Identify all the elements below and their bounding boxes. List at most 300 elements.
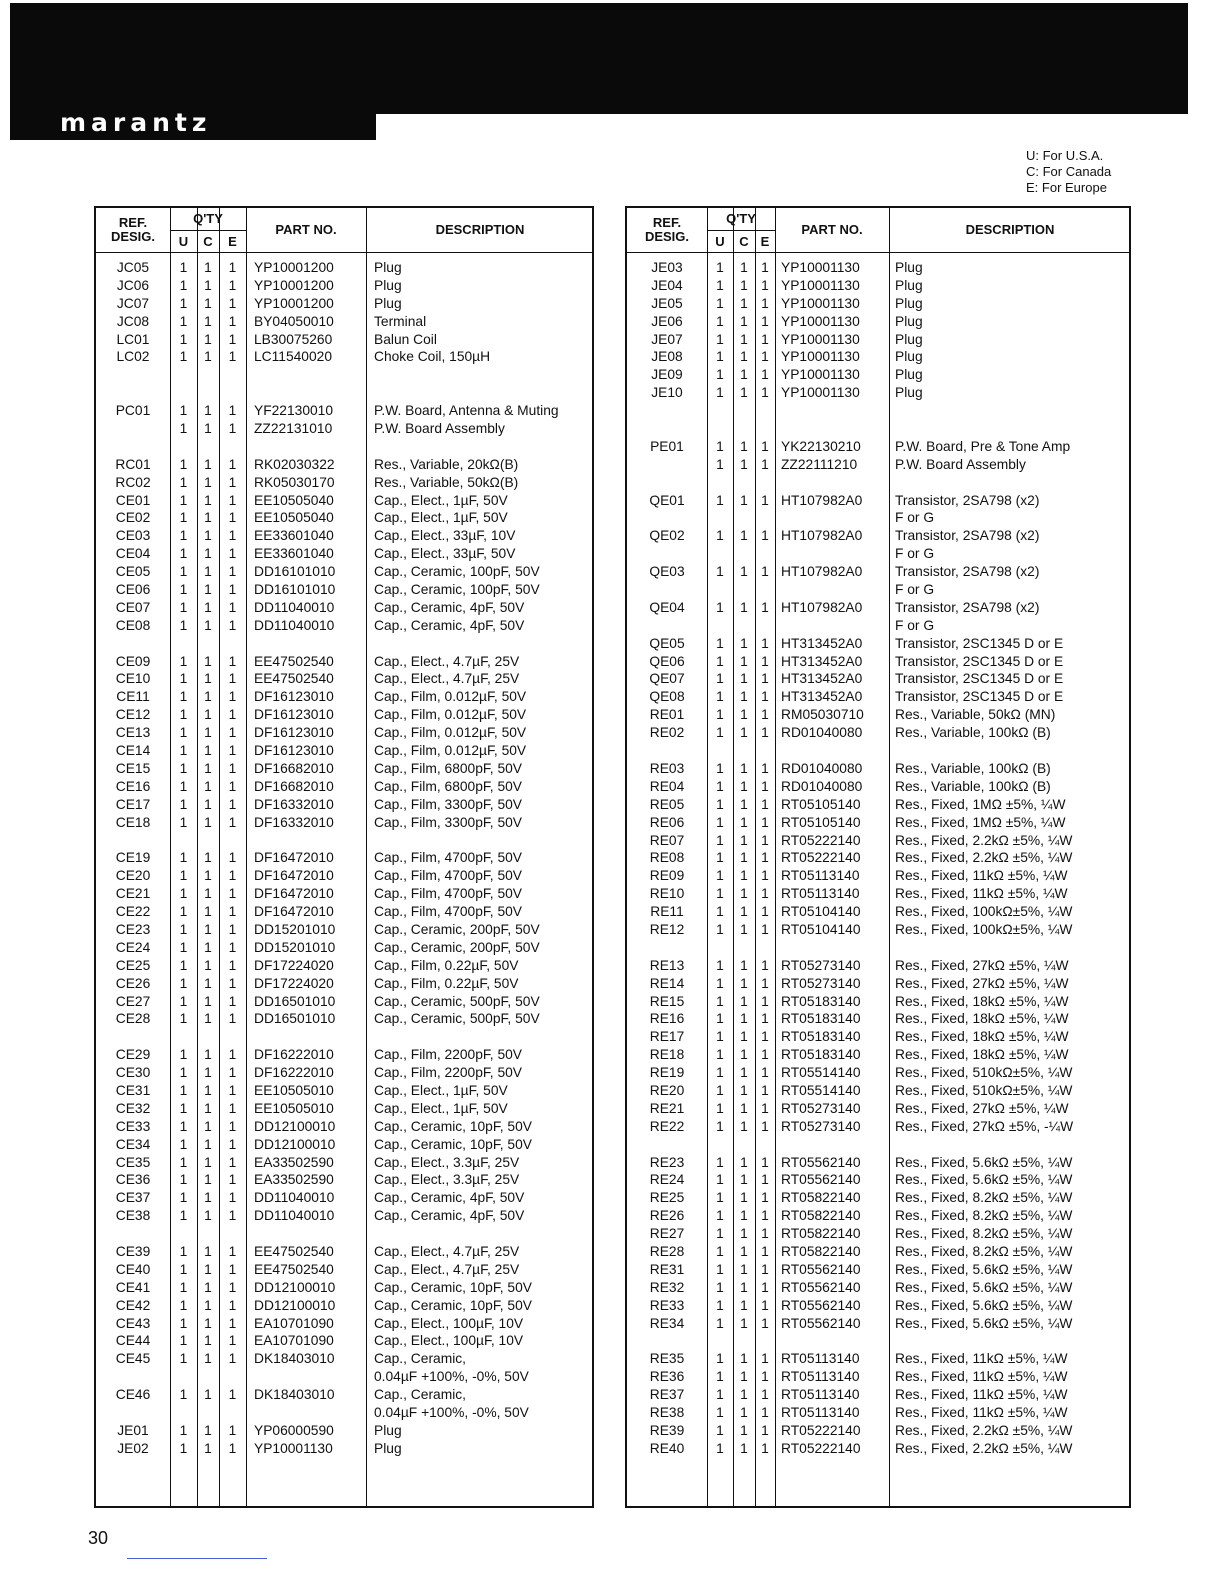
table-row <box>627 420 1129 438</box>
qty-e-cell: 1 <box>228 1100 237 1116</box>
qty-c-cell: 1 <box>740 1082 748 1098</box>
description-cell: Plug <box>895 277 923 293</box>
part-no-cell: YP10001130 <box>254 1440 333 1456</box>
qty-e-cell: 1 <box>228 528 237 544</box>
table-row <box>96 1279 592 1297</box>
ref-desig-cell: CE20 <box>115 868 151 884</box>
qty-c-cell: 1 <box>204 743 212 759</box>
ref-desig-cell: CE33 <box>115 1118 151 1134</box>
qty-u-cell: 1 <box>179 331 188 347</box>
qty-e-cell: 1 <box>228 277 237 293</box>
qty-u-cell: 1 <box>179 1440 188 1456</box>
part-no-cell: YP10001130 <box>781 295 860 311</box>
qty-u-cell: 1 <box>179 474 188 490</box>
qty-u-cell: 1 <box>179 456 188 472</box>
ref-desig-cell: LC02 <box>116 349 150 365</box>
part-no-cell: DF16472010 <box>254 868 334 884</box>
part-no-cell: EE10505040 <box>254 492 334 508</box>
ref-desig-cell: CE21 <box>115 886 151 902</box>
qty-u-cell: 1 <box>179 564 188 580</box>
qty-c-cell: 1 <box>204 1351 212 1367</box>
ref-desig-cell: CE44 <box>115 1333 151 1349</box>
table-row <box>96 438 592 456</box>
ref-desig-cell: RE39 <box>649 1422 685 1438</box>
part-no-cell: HT313452A0 <box>781 671 863 687</box>
ref-desig-cell: RE11 <box>650 904 684 920</box>
description-cell: Plug <box>374 260 402 275</box>
qty-u-cell: 1 <box>179 1118 188 1134</box>
qty-e-cell: 1 <box>228 796 237 812</box>
qty-u-cell: 1 <box>179 921 188 937</box>
part-no-cell: DD11040010 <box>254 617 335 633</box>
ref-desig-cell: CE45 <box>115 1351 151 1367</box>
qty-u-cell: 1 <box>716 868 724 884</box>
table-row <box>627 1297 1129 1315</box>
table-row <box>627 402 1129 420</box>
qty-e-cell: 1 <box>228 1243 237 1259</box>
ref-desig-cell: JE09 <box>651 367 683 383</box>
part-no-cell: RT05273140 <box>781 1100 861 1116</box>
qty-e-cell: 1 <box>228 850 237 866</box>
qty-u-cell: 1 <box>179 1333 188 1349</box>
qty-u-cell: 1 <box>716 1261 724 1277</box>
ref-desig-cell: CE03 <box>115 528 151 544</box>
qty-e-cell: 1 <box>761 367 769 383</box>
ref-desig-cell: CE18 <box>115 814 151 830</box>
qty-e-cell: 1 <box>761 1440 769 1456</box>
qty-c-cell: 1 <box>204 1243 212 1259</box>
ref-desig-cell: RE27 <box>649 1226 685 1242</box>
table-row <box>627 1225 1129 1243</box>
qty-e-cell: 1 <box>761 313 769 329</box>
description-cell: Cap., Film, 0.012µF, 50V <box>374 743 527 759</box>
description-cell: Plug <box>895 313 923 329</box>
ref-desig-cell: RE21 <box>649 1100 685 1116</box>
table-row <box>627 1136 1129 1154</box>
qty-u-cell: 1 <box>716 1208 724 1224</box>
ref-desig-cell: RE03 <box>649 760 685 776</box>
qty-c-cell: 1 <box>740 1208 748 1224</box>
qty-e-cell: 1 <box>228 814 237 830</box>
qty-e-cell: 1 <box>228 1261 237 1277</box>
qty-c-cell: 1 <box>740 850 748 866</box>
qty-e-cell: 1 <box>761 599 769 615</box>
part-no-cell: RT05113140 <box>781 1405 860 1420</box>
qty-c-cell: 1 <box>740 599 748 615</box>
col-part-header: PART NO. <box>801 222 863 237</box>
part-no-cell: DD15201010 <box>254 921 336 937</box>
qty-u-cell: 1 <box>179 510 188 526</box>
ref-desig-cell: RE40 <box>649 1440 685 1456</box>
qty-c-cell: 1 <box>740 886 748 902</box>
description-cell: Res., Fixed, 2.2kΩ ±5%, ¼W <box>895 850 1073 866</box>
part-no-cell: DD16101010 <box>254 582 336 598</box>
qty-c-cell: 1 <box>740 1297 748 1313</box>
qty-u-cell: 1 <box>716 1154 724 1170</box>
table-row <box>96 366 592 384</box>
qty-e-cell: 1 <box>228 1065 237 1081</box>
qty-u-cell: 1 <box>716 492 724 508</box>
ref-desig-cell: CE31 <box>115 1082 151 1098</box>
ref-desig-cell: RE28 <box>649 1243 685 1259</box>
qty-u-cell: 1 <box>716 1297 724 1313</box>
ref-desig-cell: JE04 <box>651 277 683 293</box>
qty-e-cell: 1 <box>761 1154 769 1170</box>
table-row <box>96 492 592 510</box>
qty-c-cell: 1 <box>740 1029 748 1045</box>
table-row <box>627 939 1129 957</box>
description-cell: Cap., Ceramic, 10pF, 50V <box>374 1118 532 1134</box>
table-row <box>96 617 592 635</box>
table-row <box>627 670 1129 688</box>
part-no-cell: RT05222140 <box>781 1422 861 1438</box>
qty-u-cell: 1 <box>716 1100 724 1116</box>
table-row <box>627 688 1129 706</box>
qty-c-cell: 1 <box>204 1315 212 1331</box>
qty-e-cell: 1 <box>228 1011 237 1027</box>
qty-c-cell: 1 <box>740 1226 748 1242</box>
qty-u-cell: 1 <box>179 796 188 812</box>
ref-desig-cell: RE24 <box>649 1172 685 1188</box>
qty-u-cell: 1 <box>716 331 724 347</box>
ref-desig-cell: CE11 <box>116 689 150 705</box>
description-cell: Cap., Elect., 4.7µF, 25V <box>374 653 520 669</box>
table-row <box>627 1100 1129 1118</box>
ref-desig-cell: RE16 <box>649 1011 685 1027</box>
ref-desig-cell: QE07 <box>649 671 685 687</box>
ref-desig-cell: LC01 <box>116 331 150 347</box>
part-no-cell: RD01040080 <box>781 725 863 741</box>
ref-desig-cell: CE24 <box>115 939 151 955</box>
qty-c-cell: 1 <box>204 1422 212 1438</box>
qty-u-cell: 1 <box>716 1047 724 1063</box>
description-cell: Plug <box>895 367 923 383</box>
qty-e-cell: 1 <box>228 1136 237 1152</box>
qty-e-cell: 1 <box>228 1333 237 1349</box>
qty-u-cell: 1 <box>179 778 188 794</box>
table-row <box>627 1440 1129 1458</box>
table-row <box>96 420 592 438</box>
qty-u-cell: 1 <box>716 1190 724 1206</box>
qty-u-cell: 1 <box>716 886 724 902</box>
ref-desig-cell: JC06 <box>116 277 150 293</box>
description-cell: Res., Variable, 50kΩ (MN) <box>895 707 1056 723</box>
qty-e-cell: 1 <box>228 778 237 794</box>
col-qty-header: Q'TY <box>726 211 756 226</box>
qty-e-cell: 1 <box>228 456 237 472</box>
qty-u-cell: 1 <box>179 1387 188 1403</box>
table-row <box>627 1046 1129 1064</box>
qty-c-cell: 1 <box>204 689 212 705</box>
part-no-cell: EE33601040 <box>254 528 334 544</box>
description-cell: Cap., Ceramic, 200pF, 50V <box>374 921 540 937</box>
description-cell: Plug <box>374 1422 402 1438</box>
qty-c-cell: 1 <box>740 1172 748 1188</box>
table-row <box>627 331 1129 349</box>
ref-desig-cell: CE32 <box>115 1100 151 1116</box>
description-cell: Cap., Elect., 33µF, 50V <box>374 546 516 562</box>
qty-e-cell: 1 <box>228 1297 237 1313</box>
col-c-header: C <box>203 234 213 249</box>
qty-e-cell: 1 <box>761 456 769 472</box>
part-no-cell: DF16332010 <box>254 796 334 812</box>
qty-u-cell: 1 <box>179 760 188 776</box>
qty-c-cell: 1 <box>740 1011 748 1027</box>
qty-u-cell: 1 <box>716 1011 724 1027</box>
table-row <box>96 635 592 653</box>
qty-u-cell: 1 <box>716 957 724 973</box>
description-cell: Plug <box>895 295 923 311</box>
part-no-cell: DD15201010 <box>254 939 336 955</box>
qty-c-cell: 1 <box>740 1279 748 1295</box>
description-cell: F or G <box>895 546 935 562</box>
ref-desig-cell: RE33 <box>649 1297 685 1313</box>
legend-item: U: For U.S.A. <box>1026 148 1104 163</box>
qty-e-cell: 1 <box>761 1279 769 1295</box>
table-row <box>96 1422 592 1440</box>
legend-item: E: For Europe <box>1026 180 1107 195</box>
ref-desig-cell: CE17 <box>115 796 151 812</box>
part-no-cell: ZZ22111210 <box>781 456 858 472</box>
table-row <box>627 742 1129 760</box>
qty-e-cell: 1 <box>228 1440 237 1456</box>
qty-c-cell: 1 <box>204 975 212 991</box>
qty-c-cell: 1 <box>740 313 748 329</box>
part-no-cell: YP10001130 <box>781 260 860 275</box>
part-no-cell: RT05822140 <box>781 1208 861 1224</box>
qty-e-cell: 1 <box>761 993 769 1009</box>
table-row <box>96 724 592 742</box>
qty-c-cell: 1 <box>740 653 748 669</box>
qty-u-cell: 1 <box>179 617 188 633</box>
table-row <box>627 635 1129 653</box>
qty-c-cell: 1 <box>204 1136 212 1152</box>
table-row <box>627 313 1129 331</box>
description-cell: Res., Fixed, 2.2kΩ ±5%, ¼W <box>895 1422 1073 1438</box>
description-cell: Balun Coil <box>374 331 437 347</box>
description-cell: Cap., Elect., 3.3µF, 25V <box>374 1172 520 1188</box>
ref-desig-cell: JC07 <box>116 295 150 311</box>
qty-e-cell: 1 <box>228 993 237 1009</box>
qty-e-cell: 1 <box>228 1082 237 1098</box>
ref-desig-cell: CE13 <box>115 725 151 741</box>
ref-desig-cell: QE04 <box>649 599 685 615</box>
description-cell: Res., Variable, 100kΩ (B) <box>895 725 1051 741</box>
table-row <box>627 1028 1129 1046</box>
qty-u-cell: 1 <box>179 1351 188 1367</box>
table-row <box>96 1386 592 1404</box>
table-row <box>627 706 1129 724</box>
qty-e-cell: 1 <box>761 1422 769 1438</box>
qty-c-cell: 1 <box>740 957 748 973</box>
table-row <box>96 688 592 706</box>
qty-c-cell: 1 <box>740 385 748 401</box>
qty-e-cell: 1 <box>761 349 769 365</box>
ref-desig-cell: RE18 <box>649 1047 685 1063</box>
part-no-cell: DF16472010 <box>254 904 334 920</box>
description-cell: Res., Fixed, 510kΩ±5%, ¼W <box>895 1082 1073 1098</box>
description-cell: Res., Fixed, 11kΩ ±5%, ¼W <box>895 886 1068 902</box>
qty-e-cell: 1 <box>761 1369 769 1385</box>
qty-e-cell: 1 <box>761 1011 769 1027</box>
qty-c-cell: 1 <box>204 957 212 973</box>
part-no-cell: DD16501010 <box>254 1011 336 1027</box>
qty-c-cell: 1 <box>204 546 212 562</box>
part-no-cell: RT05562140 <box>781 1279 861 1295</box>
qty-u-cell: 1 <box>179 1172 188 1188</box>
part-no-cell: RT05113140 <box>781 1387 860 1403</box>
part-no-cell: DF16123010 <box>254 743 334 759</box>
description-cell: Res., Variable, 100kΩ (B) <box>895 778 1051 794</box>
ref-desig-cell: CE19 <box>115 850 151 866</box>
table-row <box>96 706 592 724</box>
description-cell: Choke Coil, 150µH <box>374 349 491 365</box>
ref-desig-cell: RE35 <box>649 1351 685 1367</box>
qty-c-cell: 1 <box>740 832 748 848</box>
qty-u-cell: 1 <box>179 653 188 669</box>
qty-c-cell: 1 <box>204 582 212 598</box>
qty-c-cell: 1 <box>740 725 748 741</box>
ref-desig-cell: RE17 <box>649 1029 685 1045</box>
table-row <box>96 993 592 1011</box>
qty-e-cell: 1 <box>228 707 237 723</box>
qty-u-cell: 1 <box>716 671 724 687</box>
qty-c-cell: 1 <box>740 1118 748 1134</box>
ref-desig-cell: QE06 <box>649 653 685 669</box>
qty-u-cell: 1 <box>179 1065 188 1081</box>
qty-u-cell: 1 <box>716 1279 724 1295</box>
qty-e-cell: 1 <box>228 975 237 991</box>
qty-c-cell: 1 <box>740 796 748 812</box>
ref-desig-cell: RE06 <box>649 814 685 830</box>
table-row <box>627 492 1129 510</box>
ref-desig-cell: CE16 <box>115 778 151 794</box>
qty-c-cell: 1 <box>740 689 748 705</box>
table-row <box>627 796 1129 814</box>
description-cell: Res., Fixed, 100kΩ±5%, ¼W <box>895 921 1073 937</box>
description-cell: Res., Fixed, 5.6kΩ ±5%, ¼W <box>895 1261 1073 1277</box>
description-cell: Cap., Film, 0.22µF, 50V <box>374 957 519 973</box>
part-no-cell: RT05273140 <box>781 1118 861 1134</box>
description-cell: Res., Fixed, 100kΩ±5%, ¼W <box>895 904 1073 920</box>
description-cell: Cap., Film, 3300pF, 50V <box>374 796 523 812</box>
description-cell: Transistor, 2SA798 (x2) <box>895 492 1040 508</box>
description-cell: Plug <box>374 295 402 311</box>
table-row <box>627 527 1129 545</box>
ref-desig-cell: JE03 <box>651 260 683 275</box>
qty-u-cell: 1 <box>179 403 188 419</box>
description-cell: Res., Fixed, 11kΩ ±5%, ¼W <box>895 1369 1068 1385</box>
description-cell: Cap., Ceramic, 10pF, 50V <box>374 1279 532 1295</box>
ref-desig-cell: CE04 <box>115 546 151 562</box>
description-cell: Res., Fixed, 5.6kΩ ±5%, ¼W <box>895 1172 1073 1188</box>
table-body <box>96 259 592 1458</box>
qty-u-cell: 1 <box>716 921 724 937</box>
qty-c-cell: 1 <box>204 707 212 723</box>
description-cell: Cap., Film, 6800pF, 50V <box>374 778 523 794</box>
qty-c-cell: 1 <box>204 421 212 437</box>
table-row <box>96 957 592 975</box>
qty-e-cell: 1 <box>228 474 237 490</box>
table-row <box>96 1064 592 1082</box>
part-no-cell: RT05562140 <box>781 1315 861 1331</box>
description-cell: Res., Fixed, 11kΩ ±5%, ¼W <box>895 1387 1068 1403</box>
qty-u-cell: 1 <box>716 438 724 454</box>
qty-e-cell: 1 <box>228 599 237 615</box>
description-cell: Cap., Elect., 1µF, 50V <box>374 492 508 508</box>
qty-u-cell: 1 <box>716 1369 724 1385</box>
table-row <box>627 993 1129 1011</box>
part-no-cell: DD12100010 <box>254 1279 336 1295</box>
table-row <box>627 1404 1129 1422</box>
ref-desig-cell: JE05 <box>651 295 683 311</box>
qty-c-cell: 1 <box>204 725 212 741</box>
legend-item: C: For Canada <box>1026 164 1112 179</box>
ref-desig-cell: RE13 <box>649 957 685 973</box>
table-row <box>627 885 1129 903</box>
qty-e-cell: 1 <box>228 1351 237 1367</box>
part-no-cell: YP10001130 <box>781 367 860 383</box>
table-row <box>627 617 1129 635</box>
description-cell: Res., Fixed, 27kΩ ±5%, ¼W <box>895 1100 1069 1116</box>
part-no-cell: HT313452A0 <box>781 653 863 669</box>
qty-u-cell: 1 <box>179 993 188 1009</box>
description-cell: Cap., Ceramic, 4pF, 50V <box>374 599 525 615</box>
qty-e-cell: 1 <box>761 528 769 544</box>
part-no-cell: DF16332010 <box>254 814 334 830</box>
qty-u-cell: 1 <box>179 1136 188 1152</box>
table-row <box>96 653 592 671</box>
qty-c-cell: 1 <box>740 295 748 311</box>
description-cell: Transistor, 2SC1345 D or E <box>895 653 1064 669</box>
qty-u-cell: 1 <box>179 1208 188 1224</box>
qty-c-cell: 1 <box>204 617 212 633</box>
qty-u-cell: 1 <box>179 1047 188 1063</box>
qty-c-cell: 1 <box>740 1369 748 1385</box>
qty-c-cell: 1 <box>204 1154 212 1170</box>
description-cell: Res., Fixed, 1MΩ ±5%, ¼W <box>895 796 1066 812</box>
qty-u-cell: 1 <box>179 1154 188 1170</box>
qty-u-cell: 1 <box>716 277 724 293</box>
description-cell: Res., Variable, 20kΩ(B) <box>374 456 519 472</box>
qty-e-cell: 1 <box>228 921 237 937</box>
ref-desig-cell: RE32 <box>649 1279 685 1295</box>
qty-c-cell: 1 <box>204 1118 212 1134</box>
qty-e-cell: 1 <box>228 1047 237 1063</box>
description-cell: Cap., Film, 6800pF, 50V <box>374 760 523 776</box>
ref-desig-cell: RE38 <box>649 1405 685 1420</box>
qty-u-cell: 1 <box>716 1315 724 1331</box>
ref-desig-cell: CE29 <box>115 1047 151 1063</box>
qty-e-cell: 1 <box>228 904 237 920</box>
part-no-cell: DK18403010 <box>254 1387 335 1403</box>
col-u-header: U <box>178 234 189 249</box>
part-no-cell: HT107982A0 <box>781 528 863 544</box>
qty-c-cell: 1 <box>204 1011 212 1027</box>
qty-c-cell: 1 <box>204 886 212 902</box>
description-cell: Res., Fixed, 18kΩ ±5%, ¼W <box>895 1029 1069 1045</box>
qty-u-cell: 1 <box>179 1082 188 1098</box>
qty-e-cell: 1 <box>228 331 237 347</box>
qty-c-cell: 1 <box>204 1387 212 1403</box>
part-no-cell: EE33601040 <box>254 546 334 562</box>
part-no-cell: DD11040010 <box>254 599 335 615</box>
qty-c-cell: 1 <box>204 1082 212 1098</box>
description-cell: Cap., Elect., 100µF, 10V <box>374 1315 524 1331</box>
qty-c-cell: 1 <box>740 778 748 794</box>
qty-e-cell: 1 <box>761 689 769 705</box>
qty-c-cell: 1 <box>204 510 212 526</box>
